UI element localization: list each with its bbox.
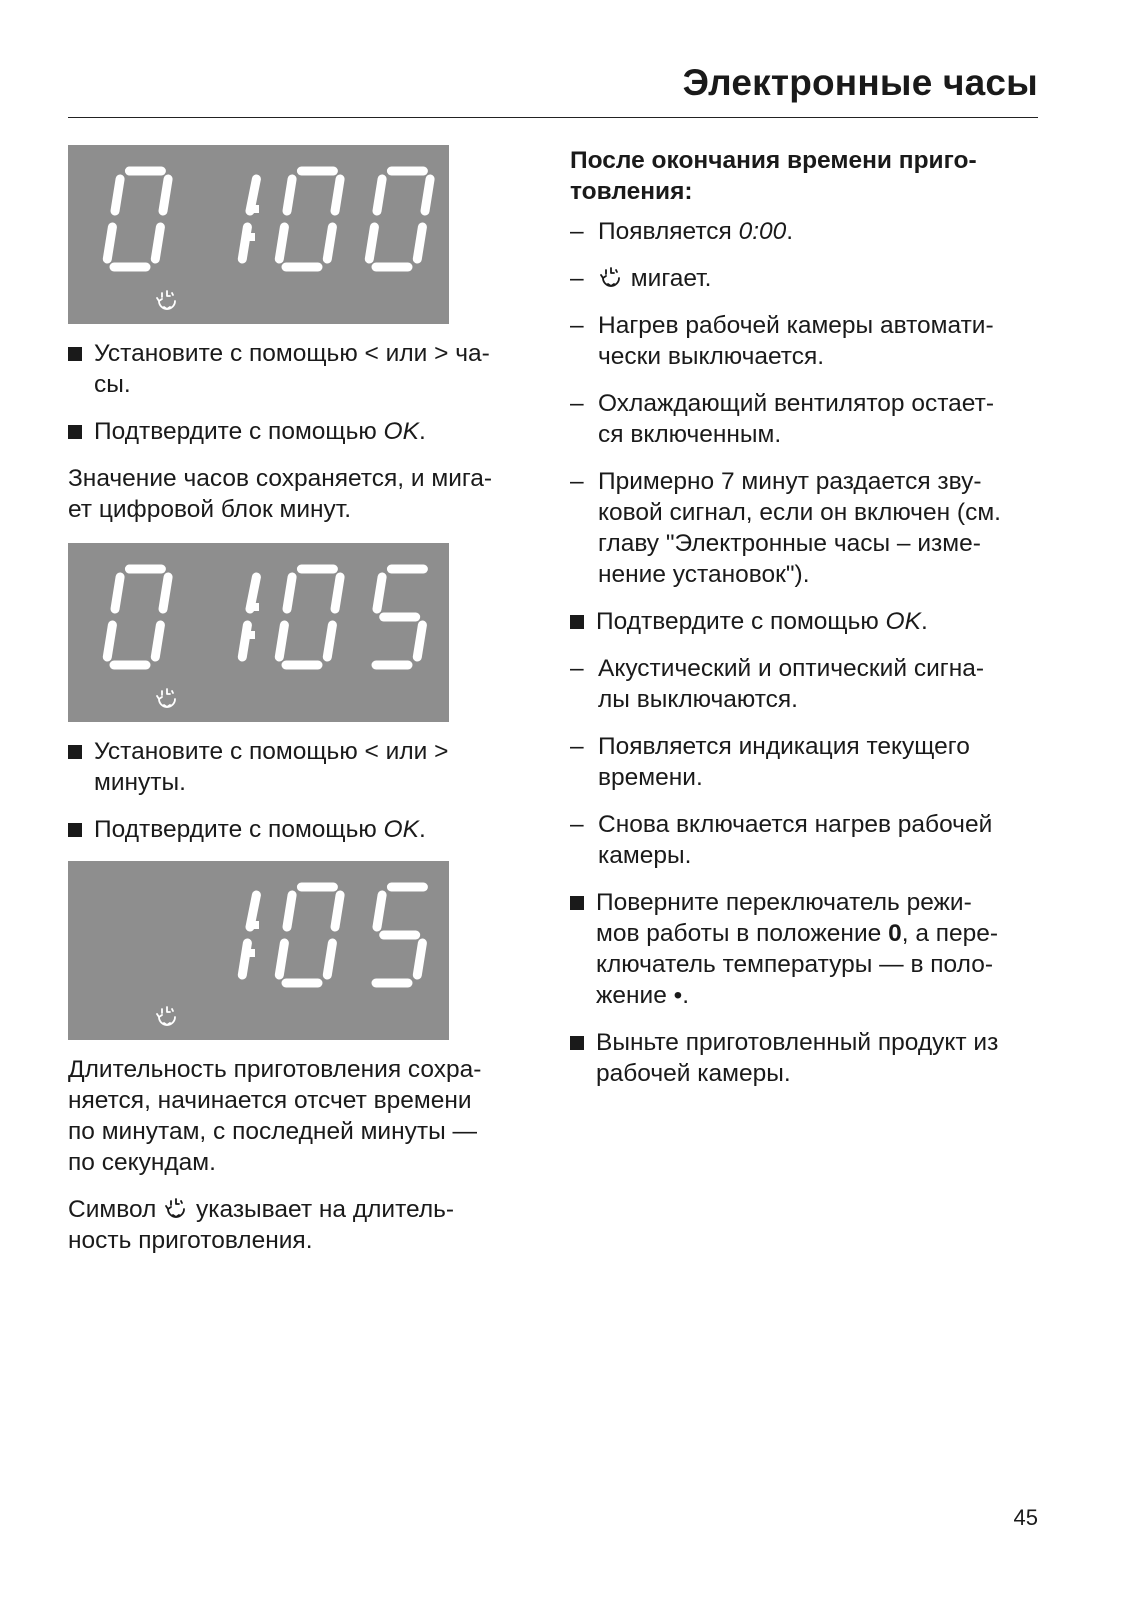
display-digit <box>107 569 168 665</box>
dash-marker: – <box>570 265 584 292</box>
bullet-square <box>570 1036 584 1050</box>
list-item: – Снова включается нагрев рабочей камеры. <box>570 811 993 869</box>
display-panel-3 <box>68 861 449 1040</box>
paragraph: Символ указывает на длитель- ность приготовления. <box>68 1196 455 1254</box>
display-panel-1 <box>68 145 449 324</box>
timer-icon <box>154 686 180 712</box>
display-digits-3 <box>68 861 449 1040</box>
header-divider <box>68 117 1038 118</box>
dash-marker: – <box>570 312 584 339</box>
list-item: – Акустический и оптический сигна- лы выключаются. <box>570 655 985 713</box>
paragraph: Значение часов сохраняется, и мига- ет цифровой блок минут. <box>68 465 493 523</box>
display-digit <box>279 569 340 665</box>
timer-icon <box>154 1004 180 1030</box>
timer-icon <box>598 265 624 291</box>
bullet-square <box>68 745 82 759</box>
section-heading: После окончания времени приго- товления: <box>570 147 977 205</box>
timer-icon <box>163 1196 189 1222</box>
list-item: – мигает. <box>570 265 712 292</box>
left-column <box>68 145 538 1256</box>
list-item: Установите с помощью < или > минуты. <box>68 736 538 798</box>
list-item: – Появляется 0:00. <box>570 218 794 245</box>
display-panel-2 <box>68 543 449 722</box>
display-digit <box>107 171 168 267</box>
list-item: Поверните переключатель режи- мов работы в положение 0, а пере- ключатель температуры — в поло- жение •. <box>570 887 1040 1011</box>
display-digits-1 <box>68 145 449 324</box>
page-number: 45 <box>1013 1505 1038 1530</box>
display-digit <box>242 895 256 975</box>
dash-marker: – <box>570 218 584 245</box>
display-digits-2 <box>68 543 449 722</box>
bullet-square <box>68 823 82 837</box>
list-item: – Примерно 7 минут раздается зву- ковой сигнал, если он включен (см. главу "Электронные часы – изме- нение установок"). <box>570 468 1001 588</box>
timer-icon <box>154 288 180 314</box>
display-digit <box>369 171 430 267</box>
display-digit <box>279 171 340 267</box>
display-digit <box>242 179 256 259</box>
list-item: – Появляется индикация текущего времени. <box>570 733 970 791</box>
list-item: Подтвердите с помощью OK. <box>68 416 538 447</box>
list-item: – Охлаждающий вентилятор остает- ся включенным. <box>570 390 994 448</box>
list-item: Подтвердите с помощью OK. <box>68 814 538 845</box>
display-digit <box>242 577 256 657</box>
bullet-square <box>570 896 584 910</box>
bullet-square <box>68 347 82 361</box>
display-digit <box>376 569 423 665</box>
list-item: Выньте приготовленный продукт из рабочей камеры. <box>570 1027 1040 1089</box>
right-column <box>570 145 1040 1089</box>
display-digit <box>279 887 340 983</box>
list-item: Установите с помощью < или > ча- сы. <box>68 338 538 400</box>
paragraph: Длительность приготовления сохра- няется, начинается отсчет времени по минутам, с последней минуты — по секундам. <box>68 1056 482 1176</box>
page-title: Электронные часы <box>682 62 1038 103</box>
dash-marker: – <box>570 733 584 760</box>
display-digit <box>376 887 423 983</box>
dash-marker: – <box>570 390 584 417</box>
bullet-square <box>570 615 584 629</box>
dash-marker: – <box>570 811 584 838</box>
bullet-square <box>68 425 82 439</box>
dash-marker: – <box>570 468 584 495</box>
list-item: – Нагрев рабочей камеры автомати- чески выключается. <box>570 312 994 370</box>
dash-marker: – <box>570 655 584 682</box>
list-item: Подтвердите с помощью OK. <box>570 606 1040 637</box>
